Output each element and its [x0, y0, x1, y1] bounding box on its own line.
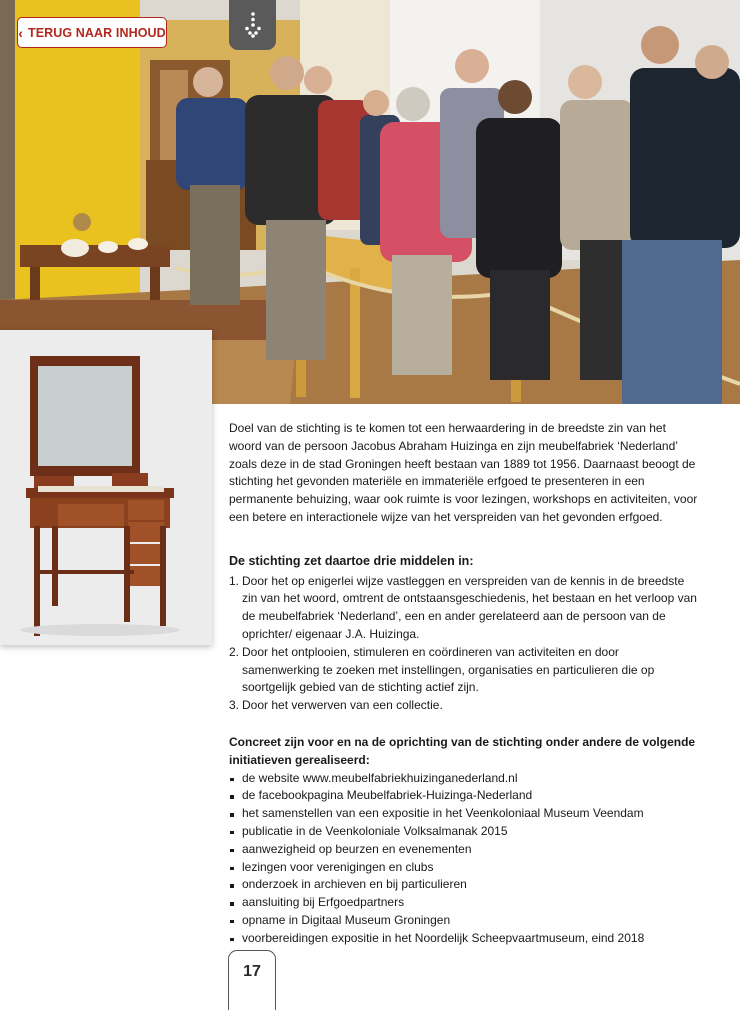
back-to-contents-label: TERUG NAAR INHOUD [27, 25, 166, 40]
menu-tab-button[interactable] [229, 0, 276, 50]
list-number: 3. [229, 698, 240, 713]
page-number-label: 17 [243, 963, 261, 980]
list-item: de facebookpagina Meubelfabriek-Huizinga-Nederland [229, 787, 699, 805]
list-item: aansluiting bij Erfgoedpartners [229, 894, 699, 912]
means-list [229, 573, 699, 715]
list-text: Door het ontplooien, stimuleren en coördineren van activiteiten en door samenwerking te zoeken met instellingen, organisaties en particulieren die op soortgelijk gebied van de stichting actief zijn. [242, 644, 655, 695]
initiatives-heading: Concreet zijn voor en na de oprichting van de stichting onder andere de volgende initiatieven gerealiseerd: [229, 734, 696, 767]
article-body [229, 420, 699, 948]
back-to-contents-button[interactable] [17, 17, 167, 48]
list-item: opname in Digitaal Museum Groningen [229, 912, 699, 930]
list-item: het samenstellen van een expositie in het Veenkoloniaal Museum Veendam [229, 805, 699, 823]
dressing-table-photo [0, 330, 212, 645]
list-item: voorbereidingen expositie in het Noordelijk Scheepvaartmuseum, eind 2018 [229, 930, 699, 948]
list-text: Door het op enigerlei wijze vastleggen en verspreiden van de kennis in de breedste zin van het woord, omtrent de ontstaansgeschiedenis, het bestaan en het verloop van de meubelfabriek ‘Nederland’, een en ander gerelateerd aan de persoon van de oprichter/ eigenaar J.A. Huizinga. [242, 573, 697, 641]
list-item [229, 697, 699, 715]
list-number: 2. [229, 644, 240, 659]
list-item: publicatie in de Veenkoloniale Volksalmanak 2015 [229, 823, 699, 841]
list-item: aanwezigheid op beurzen en evenementen [229, 841, 699, 859]
page-number [228, 950, 276, 1010]
list-item: lezingen voor verenigingen en clubs [229, 859, 699, 877]
means-heading: De stichting zet daartoe drie middelen in: [229, 553, 474, 568]
list-item [229, 644, 699, 697]
intro-paragraph: Doel van de stichting is te komen tot een herwaardering in de breedste zin van het woord van de persoon Jacobus Abraham Huizinga en zijn meubelfabriek ‘Nederland’ zoals deze in de stad Groningen heeft bestaan van 1889 tot 1956. Daarnaast beoogt de stichting het gevonden materiële en immateriële erfgoed te presenteren in een permanente behuizing, waar ook ruimte is voor lezingen, workshops en activiteiten, voor een betere en interactionele wijze van het verspreiden van het gevonden erfgoed. [229, 421, 698, 524]
chevron-left-icon: ‹ [18, 24, 23, 41]
list-item: de website www.meubelfabriekhuizinganederland.nl [229, 770, 699, 788]
dots-menu-icon [241, 11, 265, 39]
list-item: onderzoek in archieven en bij particulieren [229, 876, 699, 894]
list-number: 1. [229, 573, 240, 588]
list-text: Door het verwerven van een collectie. [242, 698, 443, 713]
list-item [229, 573, 699, 644]
initiatives-list [229, 770, 699, 948]
